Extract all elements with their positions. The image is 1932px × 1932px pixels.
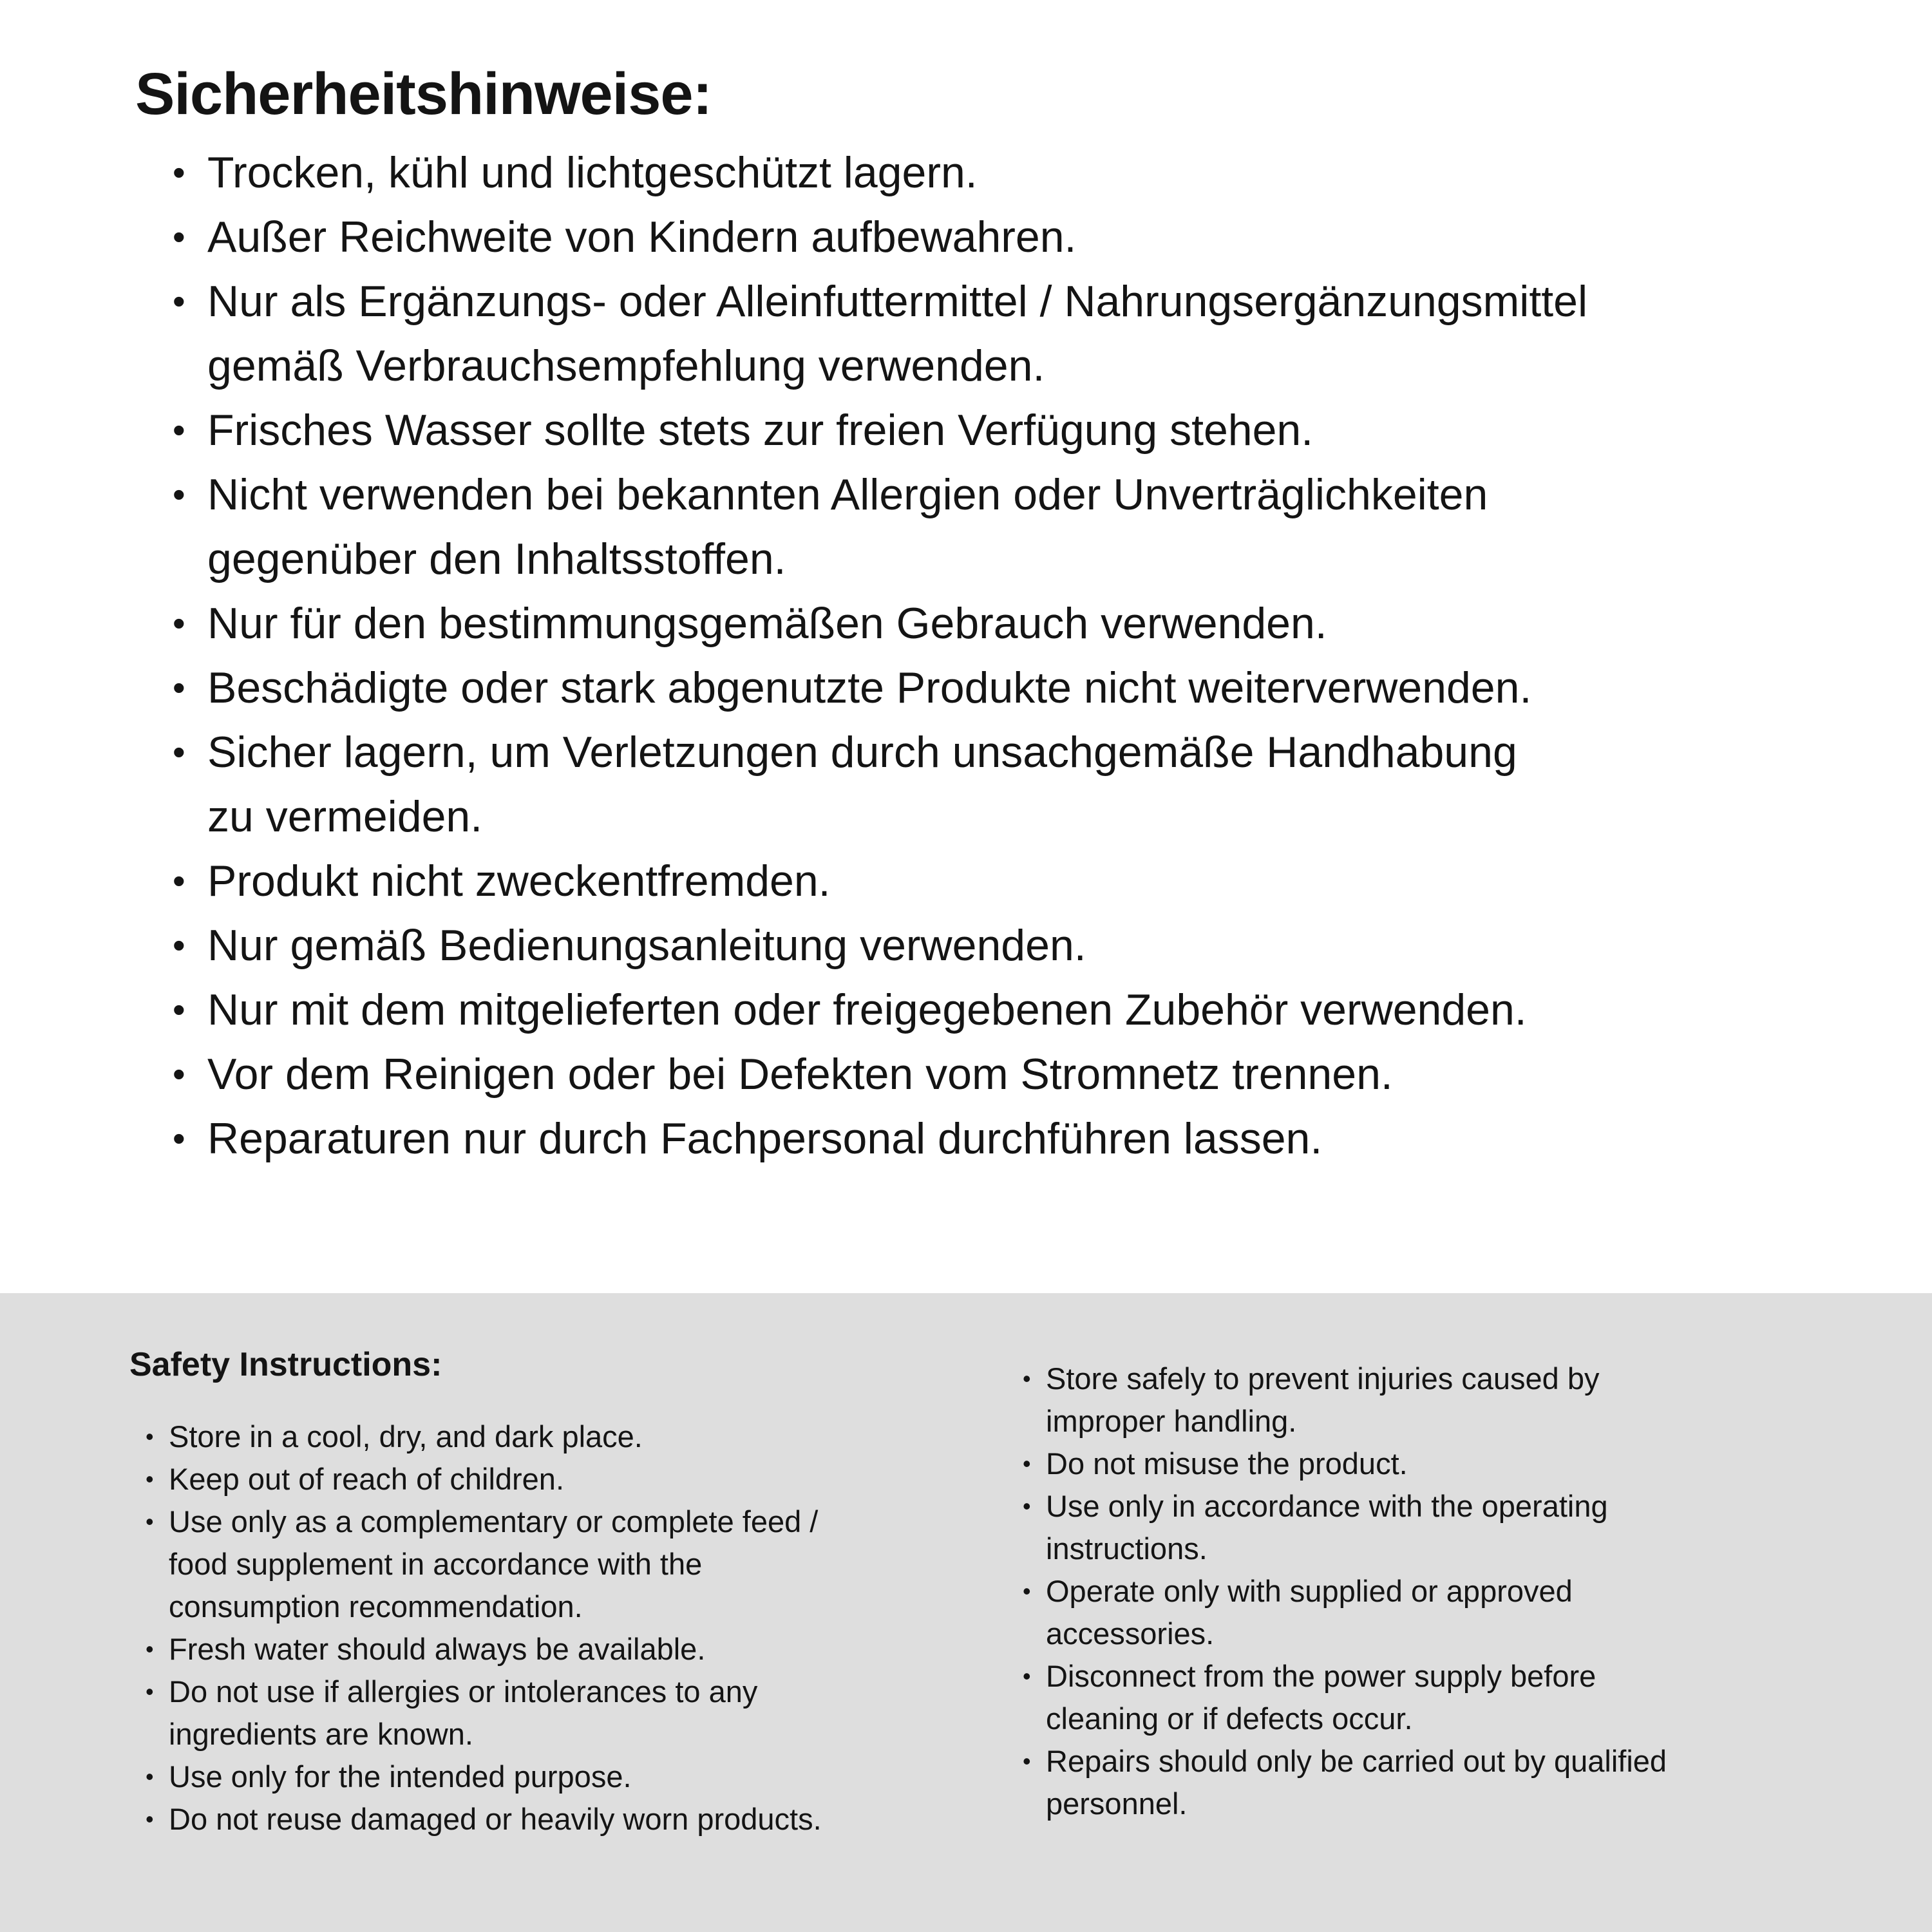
list-item-text: Trocken, kühl und lichtgeschützt lagern. <box>207 148 978 197</box>
list-item-text: Nur mit dem mitgelieferten oder freigegebenen Zubehör verwenden. <box>207 985 1527 1034</box>
bullet-icon: • <box>1023 1578 1031 1604</box>
list-item <box>146 1416 1002 1458</box>
list-item-text: Beschädigte oder stark abgenutzte Produkte nicht weiterverwenden. <box>207 663 1532 712</box>
list-item <box>173 978 1873 1042</box>
list-item <box>173 1106 1873 1171</box>
list-item <box>146 1756 1002 1798</box>
list-item <box>173 205 1873 269</box>
list-item-text: Do not use if allergies or intolerances to any ingredients are known. <box>169 1674 758 1751</box>
list-item-text: Fresh water should always be available. <box>169 1632 706 1666</box>
list-item <box>146 1458 1002 1501</box>
list-item <box>173 1042 1873 1106</box>
list-item-text: Nur gemäß Bedienungsanleitung verwenden. <box>207 921 1086 970</box>
english-section-title: Safety Instructions: <box>129 1346 442 1383</box>
bullet-icon: • <box>173 603 185 643</box>
list-item-text: Disconnect from the power supply before cleaning or if defects occur. <box>1046 1659 1596 1736</box>
list-item-text: Use only in accordance with the operating instructions. <box>1046 1489 1608 1566</box>
list-item-text: Produkt nicht zweckentfremden. <box>207 857 831 905</box>
list-item <box>1023 1358 1905 1443</box>
bullet-icon: • <box>1023 1493 1031 1519</box>
bullet-icon: • <box>173 216 185 257</box>
list-item-text: Sicher lagern, um Verletzungen durch unsachgemäße Handhabung zu vermeiden. <box>207 728 1517 841</box>
list-item-text: Vor dem Reinigen oder bei Defekten vom Stromnetz trennen. <box>207 1050 1393 1099</box>
bullet-icon: • <box>173 860 185 901</box>
bullet-icon: • <box>146 1508 154 1535</box>
list-item <box>146 1628 1002 1671</box>
list-item <box>1023 1570 1905 1655</box>
list-item-text: Use only for the intended purpose. <box>169 1759 632 1794</box>
bullet-icon: • <box>146 1806 154 1832</box>
list-item <box>173 913 1873 978</box>
english-instructions-list-right <box>1023 1358 1905 1825</box>
list-item-text: Reparaturen nur durch Fachpersonal durchführen lassen. <box>207 1114 1323 1163</box>
bullet-icon: • <box>146 1763 154 1790</box>
list-item-text: Keep out of reach of children. <box>169 1462 565 1496</box>
bullet-icon: • <box>1023 1365 1031 1392</box>
bullet-icon: • <box>173 1118 185 1159</box>
list-item-text: Operate only with supplied or approved accessories. <box>1046 1574 1573 1651</box>
bullet-icon: • <box>173 474 185 515</box>
list-item <box>1023 1443 1905 1485</box>
list-item <box>173 269 1873 398</box>
german-instructions-list <box>173 140 1873 1171</box>
bullet-icon: • <box>173 1054 185 1094</box>
list-item-text: Frisches Wasser sollte stets zur freien Verfügung stehen. <box>207 406 1314 455</box>
list-item <box>1023 1740 1905 1825</box>
bullet-icon: • <box>1023 1663 1031 1689</box>
bullet-icon: • <box>146 1423 154 1450</box>
bullet-icon: • <box>173 667 185 708</box>
list-item-text: Außer Reichweite von Kindern aufbewahren. <box>207 213 1077 261</box>
list-item <box>146 1671 1002 1756</box>
list-item-text: Store safely to prevent injuries caused by improper handling. <box>1046 1361 1600 1438</box>
list-item <box>1023 1655 1905 1740</box>
german-section-title: Sicherheitshinweise: <box>135 61 712 127</box>
list-item <box>173 720 1873 849</box>
list-item <box>146 1501 1002 1628</box>
list-item <box>173 849 1873 913</box>
list-item-text: Store in a cool, dry, and dark place. <box>169 1419 643 1454</box>
list-item-text: Nur als Ergänzungs- oder Alleinfuttermittel / Nahrungsergänzungsmittel gemäß Verbrauchsempfehlung verwenden. <box>207 277 1588 390</box>
bullet-icon: • <box>173 989 185 1030</box>
bullet-icon: • <box>173 281 185 321</box>
list-item <box>173 398 1873 462</box>
bullet-icon: • <box>146 1678 154 1705</box>
list-item <box>173 656 1873 720</box>
list-item-text: Nicht verwenden bei bekannten Allergien oder Unverträglichkeiten gegenüber den Inhaltsstoffen. <box>207 470 1488 583</box>
list-item <box>173 591 1873 656</box>
list-item <box>146 1798 1002 1841</box>
list-item-text: Repairs should only be carried out by qualified personnel. <box>1046 1744 1667 1821</box>
english-instructions-list-left <box>146 1416 1002 1841</box>
list-item <box>1023 1485 1905 1570</box>
list-item-text: Do not reuse damaged or heavily worn products. <box>169 1802 822 1836</box>
bullet-icon: • <box>146 1466 154 1492</box>
bullet-icon: • <box>173 410 185 450</box>
list-item <box>173 140 1873 205</box>
bullet-icon: • <box>173 732 185 772</box>
bullet-icon: • <box>1023 1748 1031 1774</box>
bullet-icon: • <box>1023 1450 1031 1477</box>
bullet-icon: • <box>173 152 185 193</box>
list-item-text: Nur für den bestimmungsgemäßen Gebrauch verwenden. <box>207 599 1327 648</box>
bullet-icon: • <box>173 925 185 965</box>
english-section-panel <box>0 1293 1932 1932</box>
list-item-text: Use only as a complementary or complete feed / food supplement in accordance with the consumption recommendation. <box>169 1504 819 1624</box>
list-item <box>173 462 1873 591</box>
bullet-icon: • <box>146 1636 154 1662</box>
list-item-text: Do not misuse the product. <box>1046 1446 1408 1481</box>
